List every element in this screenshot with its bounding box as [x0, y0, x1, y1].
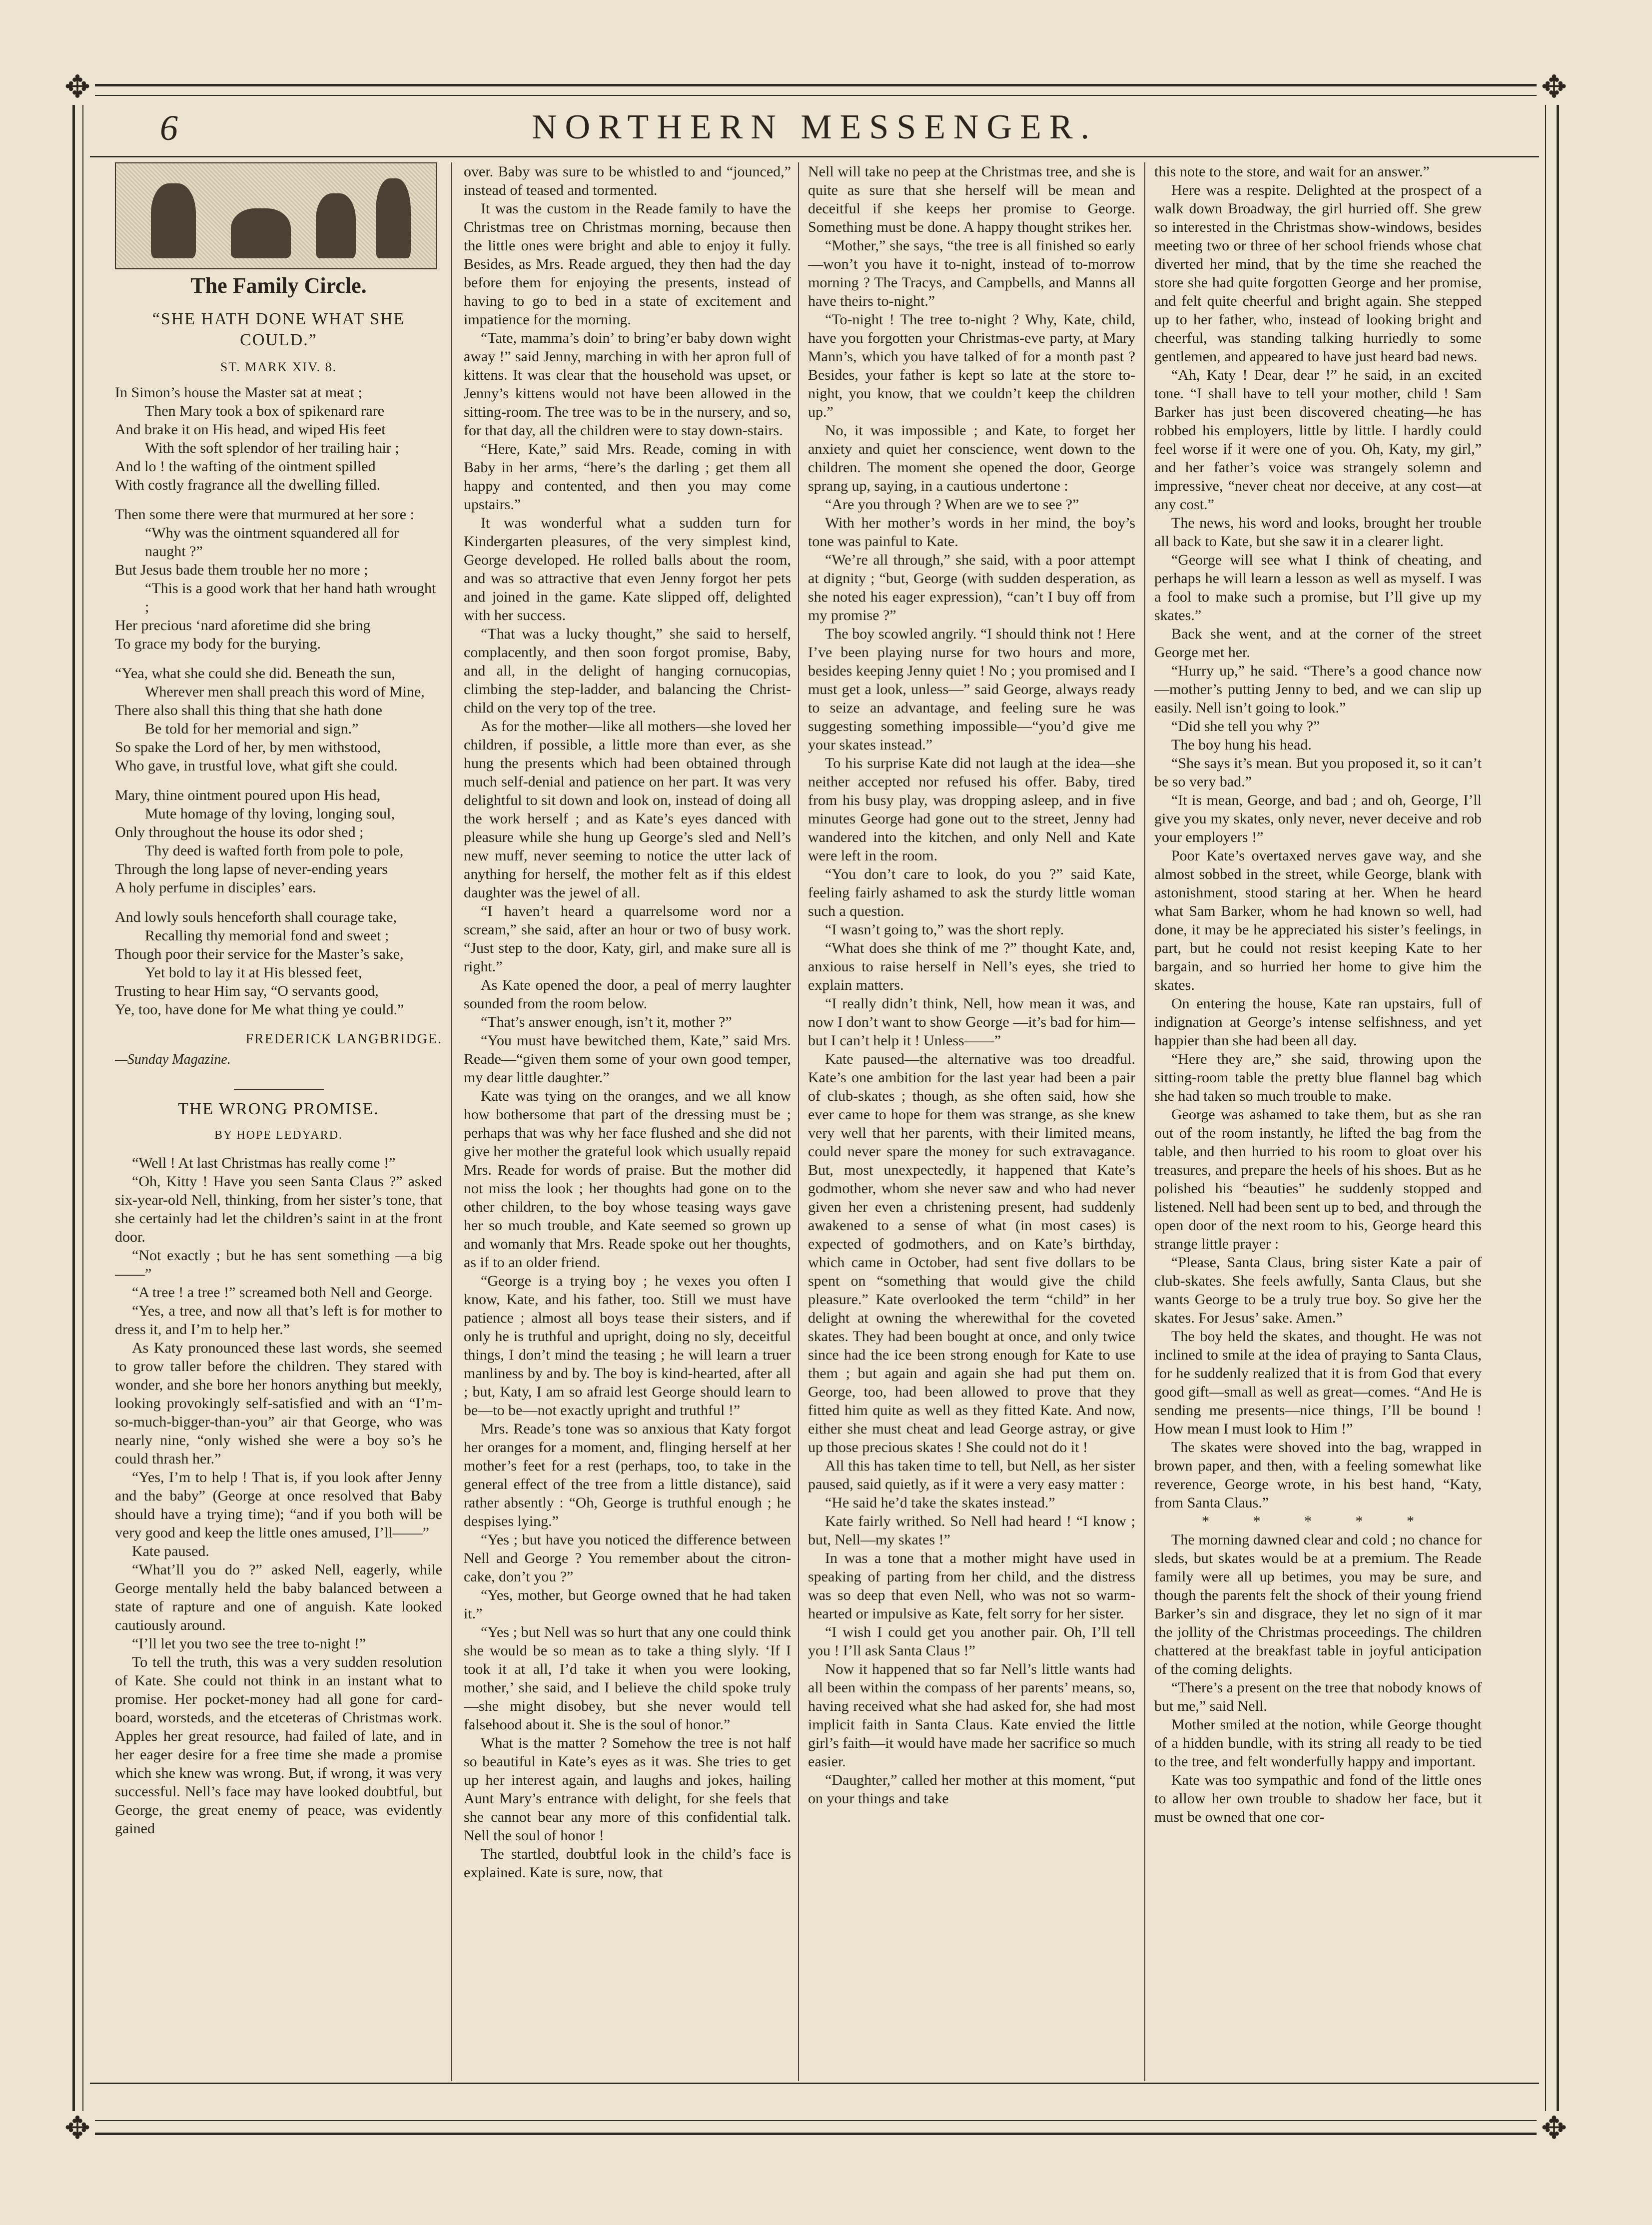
poem-author: FREDERICK LANGBRIDGE.	[245, 1031, 442, 1047]
masthead-title: NORTHERN MESSENGER.	[531, 108, 1098, 146]
corner-ornament-bottom-left-icon: ✥	[60, 2111, 95, 2146]
paragraph: The boy scowled angrily. “I should think not ! Here I’ve been playing nurse for two hours and more, besides keeping Jenny quiet ! No ; you promised and I must get a look, unless—” said George, always ready to seize an advantage, and feeling sure he was suggesting something impossible—“you’d give me your skates instead.”	[808, 626, 1135, 753]
poem-line: And lowly souls henceforth shall courage take,	[115, 909, 397, 925]
paragraph: “I haven’t heard a quarrelsome word nor a scream,” she said, after an hour or two of busy work. “Just step to the door, Katy, girl, and make sure all is right.”	[464, 903, 791, 975]
paragraph: To tell the truth, this was a very sudden resolution of Kate. She could not think in an instant what to promise. Her pocket-money had all gone for card-board, worsteds, and the etceteras of Christmas work. Apples her great resource, had failed of late, and in her eager desire for a free time she made a promise which she knew was wrong. But, if wrong, it was very successful. Nell’s face may have looked doubtful, but George, the great enemy of peace, was evidently gained	[115, 1654, 442, 1837]
poem-line: To grace my body for the burying.	[115, 636, 321, 652]
paragraph: “Did she tell you why ?”	[1171, 718, 1320, 735]
page-header	[90, 102, 1539, 155]
poem-stanza	[115, 786, 442, 897]
corner-ornament-bottom-right-icon: ✥	[1537, 2111, 1572, 2146]
paragraph: “That was a lucky thought,” she said to herself, complacently, and then soon forgot promise, Baby, and all, in the delight of hanging cornucopias, climbing the step-ladder, and balancing the Christ-child on the very top of the tree.	[464, 626, 791, 716]
paragraph: Now it happened that so far Nell’s little wants had all been within the compass of her parents’ means, so, having received what she had asked for, she had most implicit faith in Santa Claus. Kate envied the little girl’s faith—it would have made her sacrifice so much easier.	[808, 1661, 1135, 1770]
column-divider	[451, 162, 452, 2081]
paragraph: “We’re all through,” she said, with a poor attempt at dignity ; “but, George (with sudden desperation, as she noted his eager expression), “can’t I buy off from my promise ?”	[808, 552, 1135, 624]
paragraph: “I’ll let you two see the tree to-night !”	[132, 1635, 366, 1652]
paragraph: Kate paused—the alternative was too dreadful. Kate’s one ambition for the last year had been a pair of club-skates ; though, as she often said, how she ever came to hope for them was strange, as she knew very well that her parents, with their limited means, could never spare the money for such extravagance. But, most unexpectedly, it happened that Kate’s godmother, whom she never saw and who had never given her even a christening present, had suddenly awakened to a sense of what (in most cases) is expected of godmothers, and on Kate’s birthday, which came in October, had sent five dollars to be spent on “something that would give the child pleasure.” Kate overlooked the term “child” in her delight at owning the wherewithal for the coveted skates. They had been bought at once, and only twice since had the ice been strong enough for Kate to use them ; but again and again she had put them on. George, too, had been allowed to prove that they fitted him quite as well as they fitted Kate. And now, either she must cheat and lead George astray, or give up those precious skates ! She could not do it !	[808, 1051, 1135, 1456]
poem-stanza	[115, 505, 442, 653]
paragraph: “Ah, Katy ! Dear, dear !” he said, in an excited tone. “I shall have to tell your mother, child ! Sam Barker has just been discovered cheating—he has robbed his employers, little by little. I hardly could feel worse if it were one of you. Oh, Katy, my girl,” and her father’s voice was strangely solemn and impressive, “never cheat nor deceive, at any cost—at any cost.”	[1154, 367, 1482, 513]
paragraph: “George will see what I think of cheating, and perhaps he will learn a lesson as well as myself. I was a fool to make such a promise, but I’ll give up my skates.”	[1154, 552, 1482, 624]
poem-stanza	[115, 664, 442, 775]
paragraph: “Not exactly ; but he has sent something —a big——”	[115, 1247, 442, 1282]
paragraph: It was the custom in the Reade family to have the Christmas tree on Christmas morning, because then the little ones were bright and able to enjoy it fully. Besides, as Mrs. Reade argued, they then had the day before them for enjoying the presents, instead of having to go to bed in a state of excitement and impatience for the morning.	[464, 200, 791, 328]
paragraph: On entering the house, Kate ran upstairs, full of indignation at George’s intense selfishness, and yet happier than she had been all day.	[1154, 995, 1482, 1049]
poem-line: And brake it on His head, and wiped His feet	[115, 421, 386, 438]
paragraph: “Mother,” she says, “the tree is all finished so early—won’t you have it to-night, instead of to-morrow morning ? The Tracys, and Campbells, and Manns all have theirs to-night.”	[808, 237, 1135, 309]
paragraph: The startled, doubtful look in the child’s face is explained. Kate is sure, now, that	[464, 1846, 791, 1881]
corner-ornament-top-right-icon: ✥	[1537, 70, 1572, 105]
paragraph: The boy hung his head.	[1171, 737, 1312, 753]
paragraph: As for the mother—like all mothers—she loved her children, if possible, a little more than ever, as she hung the presents which had been obtained through much self-denial and patience on her part. It was very delightful to sit down and look on, instead of doing all the work herself ; and as Kate’s eyes danced with pleasure while she hung up George’s sled and Nell’s new muff, never seeming to notice the utter lack of anything for herself, the mother felt as if this eldest daughter was the jewel of all.	[464, 718, 791, 901]
poem-line: Then some there were that murmured at her sore :	[115, 506, 414, 523]
paragraph: “That’s answer enough, isn’t it, mother ?”	[481, 1014, 732, 1030]
poem	[115, 383, 442, 1019]
paragraph: Kate was tying on the oranges, and we all know how bothersome that part of the dressing must be ; perhaps that was why her face flushed and she did not give her mother the grateful look which usually repaid Mrs. Reade for words of praise. But the mother did not miss the look ; her thoughts had gone on to the other children, to the boy whose teasing ways gave her so much trouble, and Kate seemed so grown up and womanly that Mrs. Reade spoke out her thoughts, as if to an older friend.	[464, 1088, 791, 1271]
poem-line: And lo ! the wafting of the ointment spilled	[115, 458, 376, 475]
paragraph: To his surprise Kate did not laugh at the idea—she neither accepted nor refused his offer. Baby, tired from his busy play, was dropping asleep, and in five minutes George had gone out to the street, Jenny had wandered into the kitchen, and only Nell and Kate were left in the room.	[808, 755, 1135, 864]
paragraph: “Please, Santa Claus, bring sister Kate a pair of club-skates. She feels awfully, Santa Claus, but she wants George to be a truly true boy. So give her the skates. For Jesus’ sake. Amen.”	[1154, 1254, 1482, 1326]
paragraph: “It is mean, George, and bad ; and oh, George, I’ll give you my skates, only never, never deceive and rob your employers !”	[1154, 792, 1482, 845]
poem-line: Who gave, in trustful love, what gift she could.	[115, 757, 398, 774]
paragraph: Kate fairly writhed. So Nell had heard ! “I know ; but, Nell—my skates !”	[808, 1513, 1135, 1548]
poem-line: Thy deed is wafted forth from pole to pole,	[145, 842, 404, 859]
poem-line: Through the long lapse of never-ending years	[115, 861, 388, 877]
paragraph: The news, his word and looks, brought her trouble all back to Kate, but she saw it in a clearer light.	[1154, 515, 1482, 550]
paragraph: “A tree ! a tree !” screamed both Nell and George.	[132, 1284, 433, 1301]
paragraph: Here was a respite. Delighted at the prospect of a walk down Broadway, the girl hurried off. She grew so interested in the Christmas show-windows, besides meeting two or three of her school friends whose chat diverted her mind, that by the time she reached the store she had quite forgotten George and her promise, and felt quite cheerful and bright again. She stepped up to her father, who, instead of looking bright and cheerful, was standing talking hurriedly to some gentlemen, and appeared to have just heard bad news.	[1154, 182, 1482, 365]
paragraph: “You don’t care to look, do you ?” said Kate, feeling fairly ashamed to ask the sturdy little woman such a question.	[808, 866, 1135, 919]
paragraph: “What does she think of me ?” thought Kate, and, anxious to raise herself in Nell’s eyes, she tried to explain matters.	[808, 940, 1135, 993]
paragraph: As Katy pronounced these last words, she seemed to grow taller before the children. They stared with wonder, and she bore her honors anything but meekly, looking provokingly self-satisfied and with an “I’m-so-much-bigger-than-you” air that George, who was nearly nine, “only wished she were a boy so’s he could thrash her.”	[115, 1340, 442, 1467]
header-rule	[90, 156, 1539, 157]
paragraph: Back she went, and at the corner of the street George met her.	[1154, 626, 1482, 661]
paragraph: In was a tone that a mother might have used in speaking of parting from her child, and the distress was so deep that even Nell, who was not so warm-hearted or impulsive as Kate, felt sorry for her sister.	[808, 1550, 1135, 1622]
paragraph: What is the matter ? Somehow the tree is not half so beautiful in Kate’s eyes as it was. She tries to get up her interest again, and laughs and jokes, hailing Aunt Mary’s entrance with delight, for she feels that she cannot bear any more of this confidential talk. Nell the soul of honor !	[464, 1735, 791, 1844]
poem-line: Mute homage of thy loving, longing soul,	[145, 805, 395, 822]
section-rule	[234, 1089, 324, 1090]
poem-stanza	[115, 908, 442, 1019]
paragraph: this note to the store, and wait for an answer.”	[1154, 163, 1430, 180]
paragraph: No, it was impossible ; and Kate, to forget her anxiety and quiet her conscience, went down to the children. The moment she opened the door, George sprang up, saying, in a cautious undertone :	[808, 422, 1135, 494]
page-number: 6	[160, 108, 178, 148]
poem-stanza	[115, 383, 442, 494]
paragraph: “Are you through ? When are we to see ?”	[825, 496, 1079, 513]
paragraph: “Yes, mother, but George owned that he had taken it.”	[464, 1587, 791, 1622]
paragraph: Kate was too sympathic and fond of the little ones to allow her own trouble to shadow her face, but it must be owned that one cor-	[1154, 1772, 1482, 1825]
paragraph: George was ashamed to take them, but as she ran out of the room instantly, he lifted the bag from the table, and then hurried to his room to gloat over his treasures, and prepare the heels of his shoes. But as he polished his “beauties” he suddenly stopped and listened. Nell had been sent up to bed, and through the open door of the next room to his, George heard this strange little prayer :	[1154, 1106, 1482, 1252]
paragraph: With her mother’s words in her mind, the boy’s tone was painful to Kate.	[808, 515, 1135, 550]
poem-line: Then Mary took a box of spikenard rare	[145, 403, 385, 419]
poem-title: “SHE HATH DONE WHAT SHE COULD.”	[152, 310, 405, 349]
poem-line: Yet bold to lay it at His blessed feet,	[145, 964, 362, 981]
corner-ornament-top-left-icon: ✥	[60, 70, 95, 105]
paragraph: “You must have bewitched them, Kate,” said Mrs. Reade—“given them some of your own good temper, my dear little daughter.”	[464, 1032, 791, 1086]
poem-line: “Yea, what she could she did. Beneath the sun,	[115, 665, 396, 682]
paragraph: “I wish I could get you another pair. Oh, I’ll tell you ! I’ll ask Santa Claus !”	[808, 1624, 1135, 1659]
poem-line: Wherever men shall preach this word of Mine,	[145, 684, 425, 700]
paragraph: “Daughter,” called her mother at this moment, “put on your things and take	[808, 1772, 1135, 1807]
paragraph: Kate paused.	[132, 1543, 209, 1559]
section-break-stars: * * * * *	[1202, 1513, 1434, 1529]
column-4	[1154, 162, 1482, 2079]
paragraph: The skates were shoved into the bag, wrapped in brown paper, and then, with a feeling somewhat like reverence, George wrote, in his best hand, “Katy, from Santa Claus.”	[1154, 1439, 1482, 1511]
paragraph: Poor Kate’s overtaxed nerves gave way, and she almost sobbed in the street, while George, blank with astonishment, stood staring at her. When he heard what Sam Barker, whom he had known so well, had done, it may be he appreciated his sister’s feelings, in part, but he could not resist keeping Kate to her bargain, and so hurried her home to give him the skates.	[1154, 847, 1482, 993]
footer-rule	[90, 2083, 1539, 2084]
section-title: The Family Circle.	[190, 273, 367, 298]
paragraph: Mrs. Reade’s tone was so anxious that Katy forgot her oranges for a moment, and, flinging herself at her mother’s feet for a rest (perhaps, too, to take in the general effect of the tree from a little distance), said rather absently : “Oh, George is truthful enough ; he despises lying.”	[464, 1421, 791, 1529]
paragraph: “What’ll you do ?” asked Nell, eagerly, while George mentally held the baby balanced between a state of rapture and one of anguish. Kate looked cautiously around.	[115, 1561, 442, 1633]
paragraph: Nell will take no peep at the Christmas tree, and she is quite as sure that she herself will be mean and deceitful if she keeps her promise to George. Something must be done. A happy thought strikes her.	[808, 163, 1135, 235]
paragraph: “George is a trying boy ; he vexes you often I know, Kate, and his father, too. Still we must have patience ; almost all boys tease their sisters, and if only he is truthful and upright, doing no sly, deceitful things, I don’t mind the teasing ; he will learn a truer manliness by and by. The boy is kind-hearted, after all ; but, Katy, I am so afraid lest George should learn to be—to be—not exactly upright and truthful !”	[464, 1273, 791, 1419]
column-divider	[798, 162, 799, 2081]
poem-line: Ye, too, have done for Me what thing ye could.”	[115, 1001, 404, 1018]
paragraph: As Kate opened the door, a peal of merry laughter sounded from the room below.	[464, 977, 791, 1012]
paragraph: “Here they are,” she said, throwing upon the sitting-room table the pretty blue flannel bag which she had taken so much trouble to make.	[1154, 1051, 1482, 1104]
paragraph: All this has taken time to tell, but Nell, as her sister paused, said quietly, as if it were a very easy matter :	[808, 1458, 1135, 1492]
paragraph: The boy held the skates, and thought. He was not inclined to smile at the idea of praying to Santa Claus, for he suddenly realized that it is from God that every good gift—small as well as great—comes. “And He is sending me presents—nice things, I’ll be bound ! How mean I must look to Him !”	[1154, 1328, 1482, 1437]
column-divider	[1144, 162, 1145, 2081]
paragraph: “Well ! At last Christmas has really come !”	[132, 1155, 396, 1171]
paragraph: “Yes ; but Nell was so hurt that any one could think she would be so mean as to take a thing slyly. ‘If I took it at all, I’d take it when you were looking, mother,’ she said, and I believe the child spoke truly—she might disobey, but she never would tell falsehood about it. She is the soul of honor.”	[464, 1624, 791, 1733]
paragraph: over. Baby was sure to be whistled to and “jounced,” instead of teased and tormented.	[464, 163, 791, 198]
paragraph: Mother smiled at the notion, while George thought of a hidden bundle, with its string all ready to be tied to the tree, and felt wonderfully happy and important.	[1154, 1716, 1482, 1770]
poem-reference: ST. MARK XIV. 8.	[220, 360, 337, 374]
poem-line: Be told for her memorial and sign.”	[145, 721, 359, 737]
story-byline: BY HOPE LEDYARD.	[214, 1129, 343, 1142]
poem-line: Only throughout the house its odor shed ;	[115, 824, 364, 840]
paragraph: “Here, Kate,” said Mrs. Reade, coming in with Baby in her arms, “here’s the darling ; get them all happy and contented, and then you may come upstairs.”	[464, 441, 791, 513]
column-1	[115, 162, 442, 2079]
poem-line: Her precious ‘nard aforetime did she bring	[115, 617, 371, 634]
poem-line: “Why was the ointment squandered all for naught ?”	[145, 525, 399, 560]
poem-line: A holy perfume in disciples’ ears.	[115, 879, 316, 896]
paragraph: “Oh, Kitty ! Have you seen Santa Claus ?” asked six-year-old Nell, thinking, from her sister’s tone, that she certainly had let the children’s saint in at the front door.	[115, 1173, 442, 1245]
paragraph: The morning dawned clear and cold ; no chance for sleds, but skates would be at a premium. The Reade family were all up betimes, you may be sure, and though the parents felt the shock of their young friend Barker’s sin and disgrace, they let no sign of it mar the jollity of the Christmas proceedings. The children chattered at the breakfast table in joyful anticipation of the coming delights.	[1154, 1531, 1482, 1677]
paragraph: “Yes, I’m to help ! That is, if you look after Jenny and the baby” (George at once resolved that Baby should have a trying time); “and if you both will be very good and keep the little ones amused, I’ll——”	[115, 1469, 442, 1541]
paragraph: “There’s a present on the tree that nobody knows of but me,” said Nell.	[1154, 1679, 1482, 1714]
poem-line: Mary, thine ointment poured upon His head,	[115, 787, 381, 803]
paragraph: “I really didn’t think, Nell, how mean it was, and now I don’t want to show George —it’s bad for him—but I can’t help it ! Unless——”	[808, 995, 1135, 1049]
poem-line: With the soft splendor of her trailing hair ;	[145, 440, 399, 456]
family-circle-engraving	[115, 162, 437, 269]
paragraph: “Yes, a tree, and now all that’s left is for mother to dress it, and I’m to help her.”	[115, 1303, 442, 1338]
paragraph: “He said he’d take the skates instead.”	[825, 1494, 1055, 1511]
poem-line: With costly fragrance all the dwelling filled.	[115, 477, 381, 493]
poem-line: There also shall this thing that she hath done	[115, 702, 382, 719]
paragraph: “Hurry up,” he said. “There’s a good chance now—mother’s putting Jenny to bed, and we can slip up easily. Nell isn’t going to look.”	[1154, 663, 1482, 716]
poem-line: Though poor their service for the Master’s sake,	[115, 946, 404, 962]
story-title: THE WRONG PROMISE.	[178, 1100, 379, 1118]
poem-line: Recalling thy memorial fond and sweet ;	[145, 927, 389, 944]
paragraph: “I wasn’t going to,” was the short reply.	[825, 921, 1064, 938]
poem-source: —Sunday Magazine.	[115, 1052, 231, 1067]
column-3	[808, 162, 1135, 2079]
poem-line: In Simon’s house the Master sat at meat ;	[115, 384, 362, 401]
paragraph: “To-night ! The tree to-night ? Why, Kate, child, have you forgotten your Christmas-eve party, at Mary Mann’s, which you have talked of for a month past ? Besides, your father is kept so late at the store to-night, you know, that we couldn’t keep the children up.”	[808, 311, 1135, 420]
paragraph: “Tate, mamma’s doin’ to bring’er baby down wight away !” said Jenny, marching in with her apron full of kittens. It was clear that the household was upset, or Jenny’s kittens would not have been allowed in the sitting-room. The tree was to be in the nursery, and so, for that day, all the children were to stay down-stairs.	[464, 330, 791, 439]
poem-line: So spake the Lord of her, by men withstood,	[115, 739, 381, 755]
paragraph: “She says it’s mean. But you proposed it, so it can’t be so very bad.”	[1154, 755, 1482, 790]
column-2	[464, 162, 791, 2079]
paragraph: “Yes ; but have you noticed the difference between Nell and George ? You remember about the citron-cake, don’t you ?”	[464, 1531, 791, 1585]
poem-line: Trusting to hear Him say, “O servants good,	[115, 983, 379, 999]
poem-line: But Jesus bade them trouble her no more ;	[115, 562, 368, 578]
story-body	[115, 1154, 442, 1838]
poem-line: “This is a good work that her hand hath wrought ;	[145, 580, 436, 615]
paragraph: It was wonderful what a sudden turn for Kindergarten pleasures, of the very simplest kind, George developed. He rolled balls about the room, and was so attractive that even Jenny forgot her pets and joined in the game. Kate slipped off, delighted with her success.	[464, 515, 791, 624]
